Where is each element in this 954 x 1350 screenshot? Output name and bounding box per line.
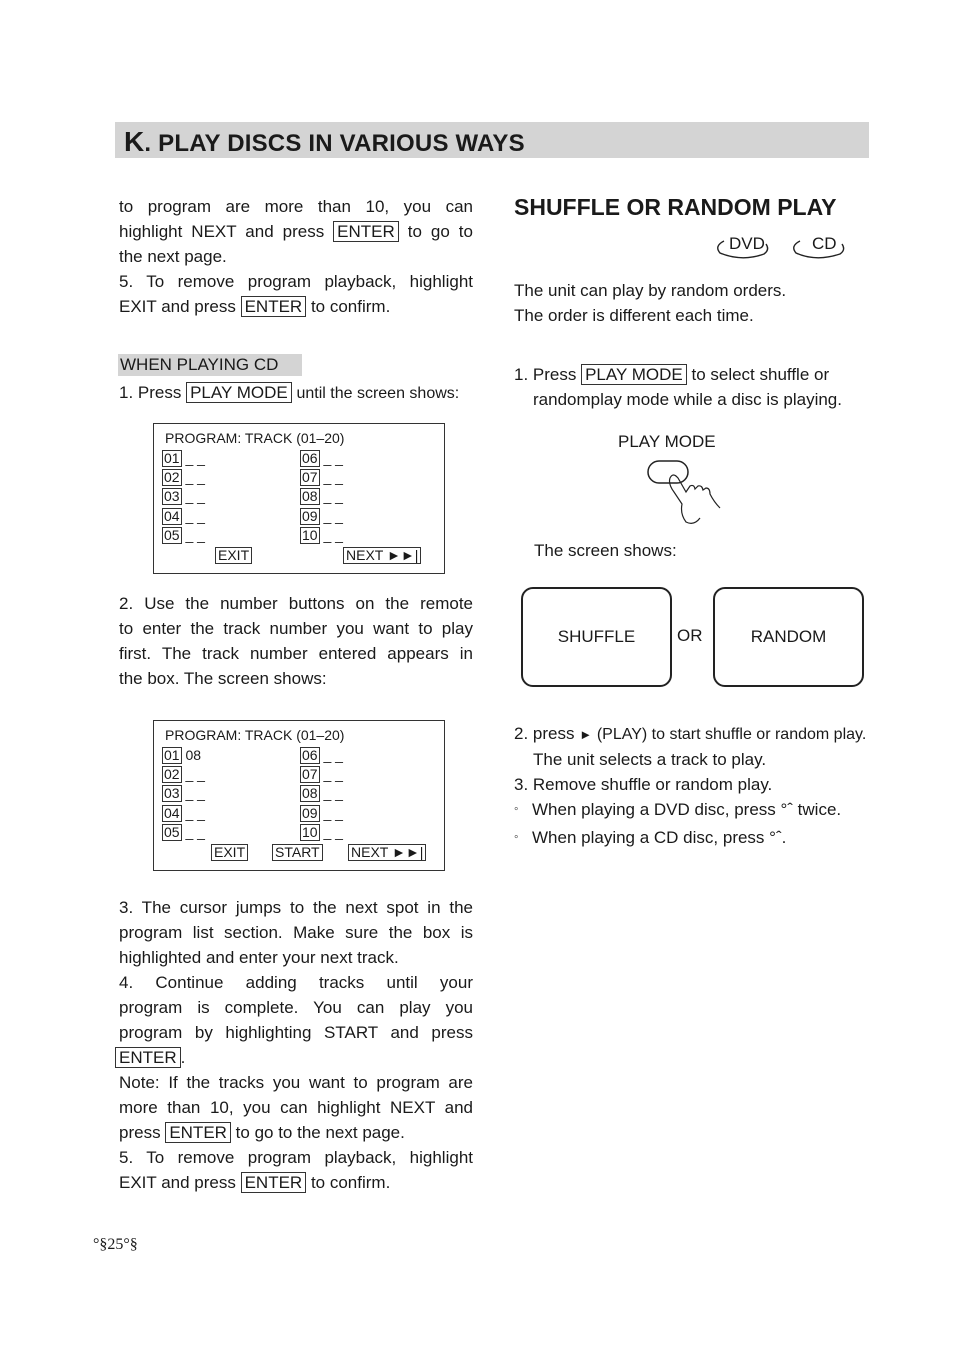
slot-number: 10 — [302, 527, 318, 543]
random-box — [713, 587, 864, 687]
page-heading — [124, 126, 525, 158]
text-span: to confirm. — [310, 1173, 391, 1192]
shuffle-intro — [514, 278, 874, 328]
slot-number: 04 — [164, 508, 180, 524]
text-line: The unit selects a track to play. — [533, 750, 767, 769]
shuffle-step1 — [514, 362, 874, 412]
start-label: START — [272, 844, 323, 861]
text-span: . — [180, 1048, 186, 1067]
slot-number: 05 — [164, 527, 180, 543]
track-slot — [162, 785, 205, 802]
bullet-icon: ° — [514, 834, 519, 846]
slot-number: 09 — [302, 508, 318, 524]
text-span: When playing a CD disc, press °ˆ. — [532, 828, 787, 847]
screen-title: PROGRAM: TRACK (01–20) — [165, 430, 345, 446]
screen-shows-label: The screen shows: — [534, 541, 677, 560]
track-slot — [300, 488, 343, 505]
text-span: 2. press — [514, 724, 575, 743]
track-slot — [162, 527, 205, 544]
track-slot — [162, 766, 205, 783]
play-arrow-icon: ► — [579, 727, 593, 742]
text-line: The unit can play by random orders. — [514, 281, 787, 300]
play-mode-key: PLAY MODE — [186, 382, 292, 403]
slot-number: 08 — [302, 785, 318, 801]
track-slot — [162, 805, 205, 822]
slot-value: _ _ — [323, 527, 343, 543]
slot-value: 08 — [185, 747, 202, 763]
slot-value: _ _ — [185, 766, 205, 782]
slot-value: _ _ — [185, 488, 205, 504]
enter-key: ENTER — [165, 1122, 231, 1143]
start-option — [272, 844, 323, 861]
exit-label: EXIT — [211, 844, 248, 861]
text-line — [119, 1120, 473, 1145]
text-line — [514, 721, 894, 747]
slot-value: _ _ — [185, 805, 205, 821]
track-slot — [162, 488, 205, 505]
text-span: to confirm. — [310, 297, 391, 316]
section-heading: WHEN PLAYING CD — [118, 354, 302, 376]
shuffle-steps — [514, 721, 894, 853]
track-slot — [300, 747, 343, 764]
heading-title: . PLAY DISCS IN VARIOUS WAYS — [144, 130, 525, 157]
shuffle-box — [521, 587, 672, 687]
text-line: 5. To remove program playback, highlight — [119, 1148, 473, 1167]
track-slot — [300, 766, 343, 783]
program-screen-1 — [153, 423, 445, 574]
text-line — [514, 825, 894, 853]
text-line: 4. Continue adding tracks until your — [119, 973, 473, 992]
enter-key: ENTER — [115, 1047, 181, 1068]
text-line: the next page. — [119, 247, 227, 266]
play-mode-key: PLAY MODE — [581, 364, 687, 385]
slot-value: _ _ — [323, 488, 343, 504]
slot-number: 07 — [302, 469, 318, 485]
or-label: OR — [677, 626, 703, 645]
text-line: 5. To remove program playback, highlight — [119, 272, 473, 291]
text-span: until the screen shows: — [296, 385, 460, 402]
track-slot — [300, 469, 343, 486]
slot-number: 04 — [164, 805, 180, 821]
text-span: 1. Press — [514, 365, 577, 384]
track-slot — [300, 824, 343, 841]
enter-key: ENTER — [333, 221, 399, 242]
slot-number: 08 — [302, 488, 318, 504]
slot-value: _ _ — [323, 450, 343, 466]
next-label: NEXT ►►| — [348, 844, 426, 861]
slot-value: _ _ — [185, 469, 205, 485]
slot-value: _ _ — [323, 508, 343, 524]
enter-key: ENTER — [241, 296, 307, 317]
text-line — [115, 1045, 473, 1070]
slot-number: 06 — [302, 450, 318, 466]
text-span: 1. Press — [119, 383, 182, 402]
text-line: The order is different each time. — [514, 306, 754, 325]
cd-step2 — [119, 591, 473, 691]
dvd-tag: DVD — [729, 234, 765, 253]
slot-number: 10 — [302, 824, 318, 840]
text-line — [119, 294, 473, 319]
text-span: to go to — [407, 222, 473, 241]
slot-number: 02 — [164, 766, 180, 782]
text-span: to select shuffle or — [691, 365, 830, 384]
slot-number: 09 — [302, 805, 318, 821]
exit-option — [215, 547, 252, 564]
text-line — [514, 797, 894, 825]
text-span: EXIT and press — [119, 1173, 236, 1192]
text-span: When playing a DVD disc, press °ˆ twice. — [532, 800, 842, 819]
slot-value: _ _ — [323, 747, 343, 763]
track-slot — [162, 824, 205, 841]
slot-value: _ _ — [323, 785, 343, 801]
track-slot — [162, 450, 205, 467]
bullet-icon: ° — [514, 806, 519, 818]
slot-number: 01 — [164, 747, 180, 763]
slot-value: _ _ — [185, 785, 205, 801]
left-intro — [119, 194, 473, 319]
track-slot — [300, 805, 343, 822]
round-button — [648, 461, 688, 483]
text-line — [514, 362, 874, 387]
text-line: program list section. Make sure the box is — [119, 923, 473, 942]
track-slot — [162, 469, 205, 486]
page-number: °§25°§ — [93, 1236, 138, 1253]
text-line: 3. Remove shuffle or random play. — [514, 775, 773, 794]
text-span: highlight NEXT and press — [119, 222, 325, 241]
track-slot — [162, 747, 201, 764]
slot-value: _ _ — [185, 824, 205, 840]
next-option — [343, 547, 421, 564]
exit-label: EXIT — [215, 547, 252, 564]
text-line: to program are more than 10, you can — [119, 197, 473, 216]
text-line: more than 10, you can highlight NEXT and — [119, 1098, 473, 1117]
text-line: program is complete. You can play you — [119, 998, 473, 1017]
slot-value: _ _ — [323, 766, 343, 782]
text-span: EXIT and press — [119, 297, 236, 316]
cd-step3-5 — [119, 895, 473, 1195]
slot-number: 03 — [164, 785, 180, 801]
cd-step1 — [119, 380, 479, 406]
slot-number: 02 — [164, 469, 180, 485]
slot-value: _ _ — [185, 527, 205, 543]
slot-value: _ _ — [323, 469, 343, 485]
slot-number: 05 — [164, 824, 180, 840]
track-slot — [300, 785, 343, 802]
screen-title: PROGRAM: TRACK (01–20) — [165, 727, 345, 743]
shuffle-label: SHUFFLE — [557, 627, 636, 646]
slot-value: _ _ — [185, 508, 205, 524]
text-line: highlighted and enter your next track. — [119, 948, 399, 967]
finger-press-icon — [640, 456, 730, 530]
text-line: program by highlighting START and press — [119, 1023, 473, 1042]
slot-number: 03 — [164, 488, 180, 504]
program-screen-2 — [153, 720, 445, 871]
text-span: to go to the next page. — [235, 1123, 405, 1142]
text-line: Note: If the tracks you want to program are — [119, 1073, 473, 1092]
slot-value: _ _ — [323, 824, 343, 840]
enter-key: ENTER — [241, 1172, 307, 1193]
exit-option — [211, 844, 248, 861]
heading-letter: K — [124, 126, 145, 157]
track-slot — [300, 450, 343, 467]
shuffle-title: SHUFFLE OR RANDOM PLAY — [514, 194, 837, 220]
track-slot — [300, 527, 343, 544]
cd-tag: CD — [812, 234, 837, 253]
text-line — [119, 219, 473, 244]
text-line: randomplay mode while a disc is playing. — [533, 390, 842, 409]
play-mode-caption: PLAY MODE — [618, 432, 716, 451]
track-slot — [162, 508, 205, 525]
slot-number: 01 — [164, 450, 180, 466]
slot-value: _ _ — [323, 805, 343, 821]
text-line — [119, 1170, 473, 1195]
next-label: NEXT ►►| — [343, 547, 421, 564]
text-line: to enter the track number you want to play — [119, 619, 473, 638]
text-span: (PLAY) to start shuffle or random play. — [596, 726, 867, 743]
slot-number: 07 — [302, 766, 318, 782]
text-line: the box. The screen shows: — [119, 669, 327, 688]
text-span: press — [119, 1123, 161, 1142]
text-line: 3. The cursor jumps to the next spot in the — [119, 898, 473, 917]
next-option — [348, 844, 426, 861]
text-line: first. The track number entered appears in — [119, 644, 473, 663]
track-slot — [300, 508, 343, 525]
slot-number: 06 — [302, 747, 318, 763]
text-line: 2. Use the number buttons on the remote — [119, 594, 473, 613]
slot-value: _ _ — [185, 450, 205, 466]
random-label: RANDOM — [750, 627, 827, 646]
